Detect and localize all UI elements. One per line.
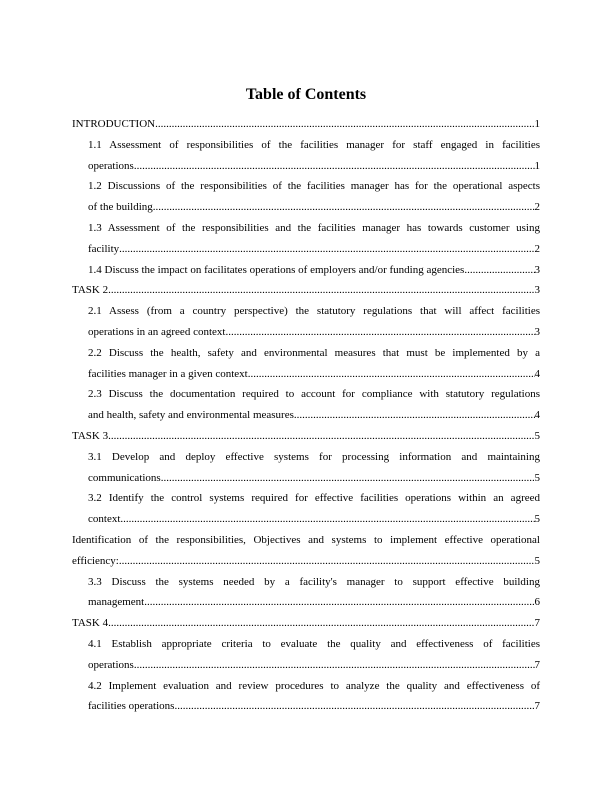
toc-leader-dots [153, 197, 535, 218]
table-of-contents [72, 114, 540, 717]
toc-page-number: 2 [534, 242, 540, 255]
toc-entry-text: facilities manager in a given context [88, 367, 248, 380]
page-title: Table of Contents [245, 86, 367, 103]
toc-entry-text: facilities operations [88, 700, 175, 713]
toc-entry-task-4[interactable] [72, 613, 540, 634]
toc-page-number: 4 [534, 409, 540, 422]
toc-leader-dots [464, 260, 534, 281]
toc-page-number: 5 [534, 471, 540, 484]
toc-leader-dots [161, 468, 535, 489]
toc-entry-text: of the building [88, 201, 153, 214]
toc-entry-text-line1: 1.2 Discussions of the responsibilities of the facilities manager has for the operational aspects [88, 180, 540, 193]
toc-entry-task-3[interactable] [72, 426, 540, 447]
toc-leader-dots [225, 322, 534, 343]
toc-leader-dots [294, 405, 535, 426]
toc-page-number: 6 [534, 596, 540, 609]
toc-entry-identification[interactable] [72, 530, 540, 572]
toc-entry-text: 1.4 Discuss the impact on facilitates operations of employers and/or funding agencies [88, 263, 465, 276]
toc-leader-dots [119, 551, 535, 572]
toc-page-number: 2 [534, 201, 540, 214]
toc-entry-1-4[interactable] [72, 260, 540, 281]
toc-leader-dots [134, 655, 535, 676]
toc-page-number: 7 [534, 617, 540, 630]
toc-entry-text: management [88, 596, 145, 609]
toc-entry-introduction[interactable] [72, 114, 540, 135]
toc-entry-1-3[interactable] [72, 218, 540, 260]
toc-entry-2-1[interactable] [72, 301, 540, 343]
toc-page-number: 4 [534, 367, 540, 380]
toc-entry-text: and health, safety and environmental measures [88, 409, 294, 422]
toc-entry-text: TASK 3 [72, 429, 109, 442]
toc-entry-text-line1: 3.2 Identify the control systems required for effective facilities operations within an agreed [88, 492, 540, 505]
toc-entry-text-line1: 3.1 Develop and deploy effective systems for processing information and maintaining [88, 450, 540, 463]
toc-entry-text-line1: 1.1 Assessment of responsibilities of the facilities manager for staff engaged in facilities [88, 138, 540, 151]
toc-entry-text: operations [88, 159, 134, 172]
toc-leader-dots [144, 592, 534, 613]
toc-leader-dots [108, 280, 534, 301]
toc-page-number: 3 [534, 263, 540, 276]
toc-entry-2-2[interactable] [72, 343, 540, 385]
toc-entry-text: facility [88, 242, 120, 255]
toc-entry-task-2[interactable] [72, 280, 540, 301]
toc-entry-text-line1: 2.2 Discuss the health, safety and environmental measures that must be implemented by a [88, 346, 540, 359]
toc-entry-3-3[interactable] [72, 572, 540, 614]
toc-page-number: 1 [534, 118, 540, 130]
toc-entry-text-line1: Identification of the responsibilities, Objectives and systems to implement effective operational [72, 533, 540, 546]
toc-entry-text: TASK 4 [72, 617, 109, 630]
toc-page-number: 5 [534, 554, 540, 567]
toc-leader-dots [248, 364, 535, 385]
toc-leader-dots [174, 696, 534, 717]
toc-leader-dots [108, 426, 534, 447]
toc-page-number: 7 [534, 700, 540, 713]
toc-entry-text-line1: 3.3 Discuss the systems needed by a facility's manager to support effective building [88, 575, 540, 588]
toc-entry-4-1[interactable] [72, 634, 540, 676]
toc-leader-dots [119, 239, 534, 260]
toc-entry-2-3[interactable] [72, 384, 540, 426]
toc-page-number: 7 [534, 658, 540, 671]
toc-entry-4-2[interactable] [72, 676, 540, 718]
toc-page-number: 3 [534, 284, 540, 297]
toc-page-number: 1 [534, 159, 540, 172]
toc-entry-text-line1: 4.2 Implement evaluation and review procedures to analyze the quality and effectiveness of [88, 679, 540, 692]
toc-leader-dots [108, 613, 534, 634]
toc-leader-dots [134, 156, 535, 177]
toc-entry-1-1[interactable] [72, 135, 540, 177]
toc-leader-dots [155, 114, 534, 135]
toc-entry-text: communications [88, 471, 161, 484]
toc-entry-1-2[interactable] [72, 176, 540, 218]
toc-entry-text-line1: 1.3 Assessment of the responsibilities and the facilities manager has towards customer using [88, 221, 540, 234]
toc-entry-text-line1: 2.3 Discuss the documentation required to account for compliance with statutory regulations [88, 388, 540, 401]
toc-entry-text: TASK 2 [72, 284, 109, 297]
toc-entry-text: INTRODUCTION [72, 118, 156, 130]
toc-entry-text-line1: 4.1 Establish appropriate criteria to evaluate the quality and effectiveness of facilities [88, 637, 540, 650]
toc-page-number: 5 [534, 513, 540, 526]
toc-entry-3-1[interactable] [72, 447, 540, 489]
toc-leader-dots [120, 509, 534, 530]
toc-page-number: 5 [534, 429, 540, 442]
toc-page-number: 3 [534, 325, 540, 338]
toc-entry-text: operations [88, 658, 134, 671]
toc-entry-text: efficiency: [72, 554, 119, 567]
toc-entry-3-2[interactable] [72, 488, 540, 530]
toc-entry-text: operations in an agreed context [88, 325, 226, 338]
toc-entry-text: context [88, 513, 121, 526]
toc-entry-text-line1: 2.1 Assess (from a country perspective) the statutory regulations that will affect facilities [88, 305, 540, 318]
